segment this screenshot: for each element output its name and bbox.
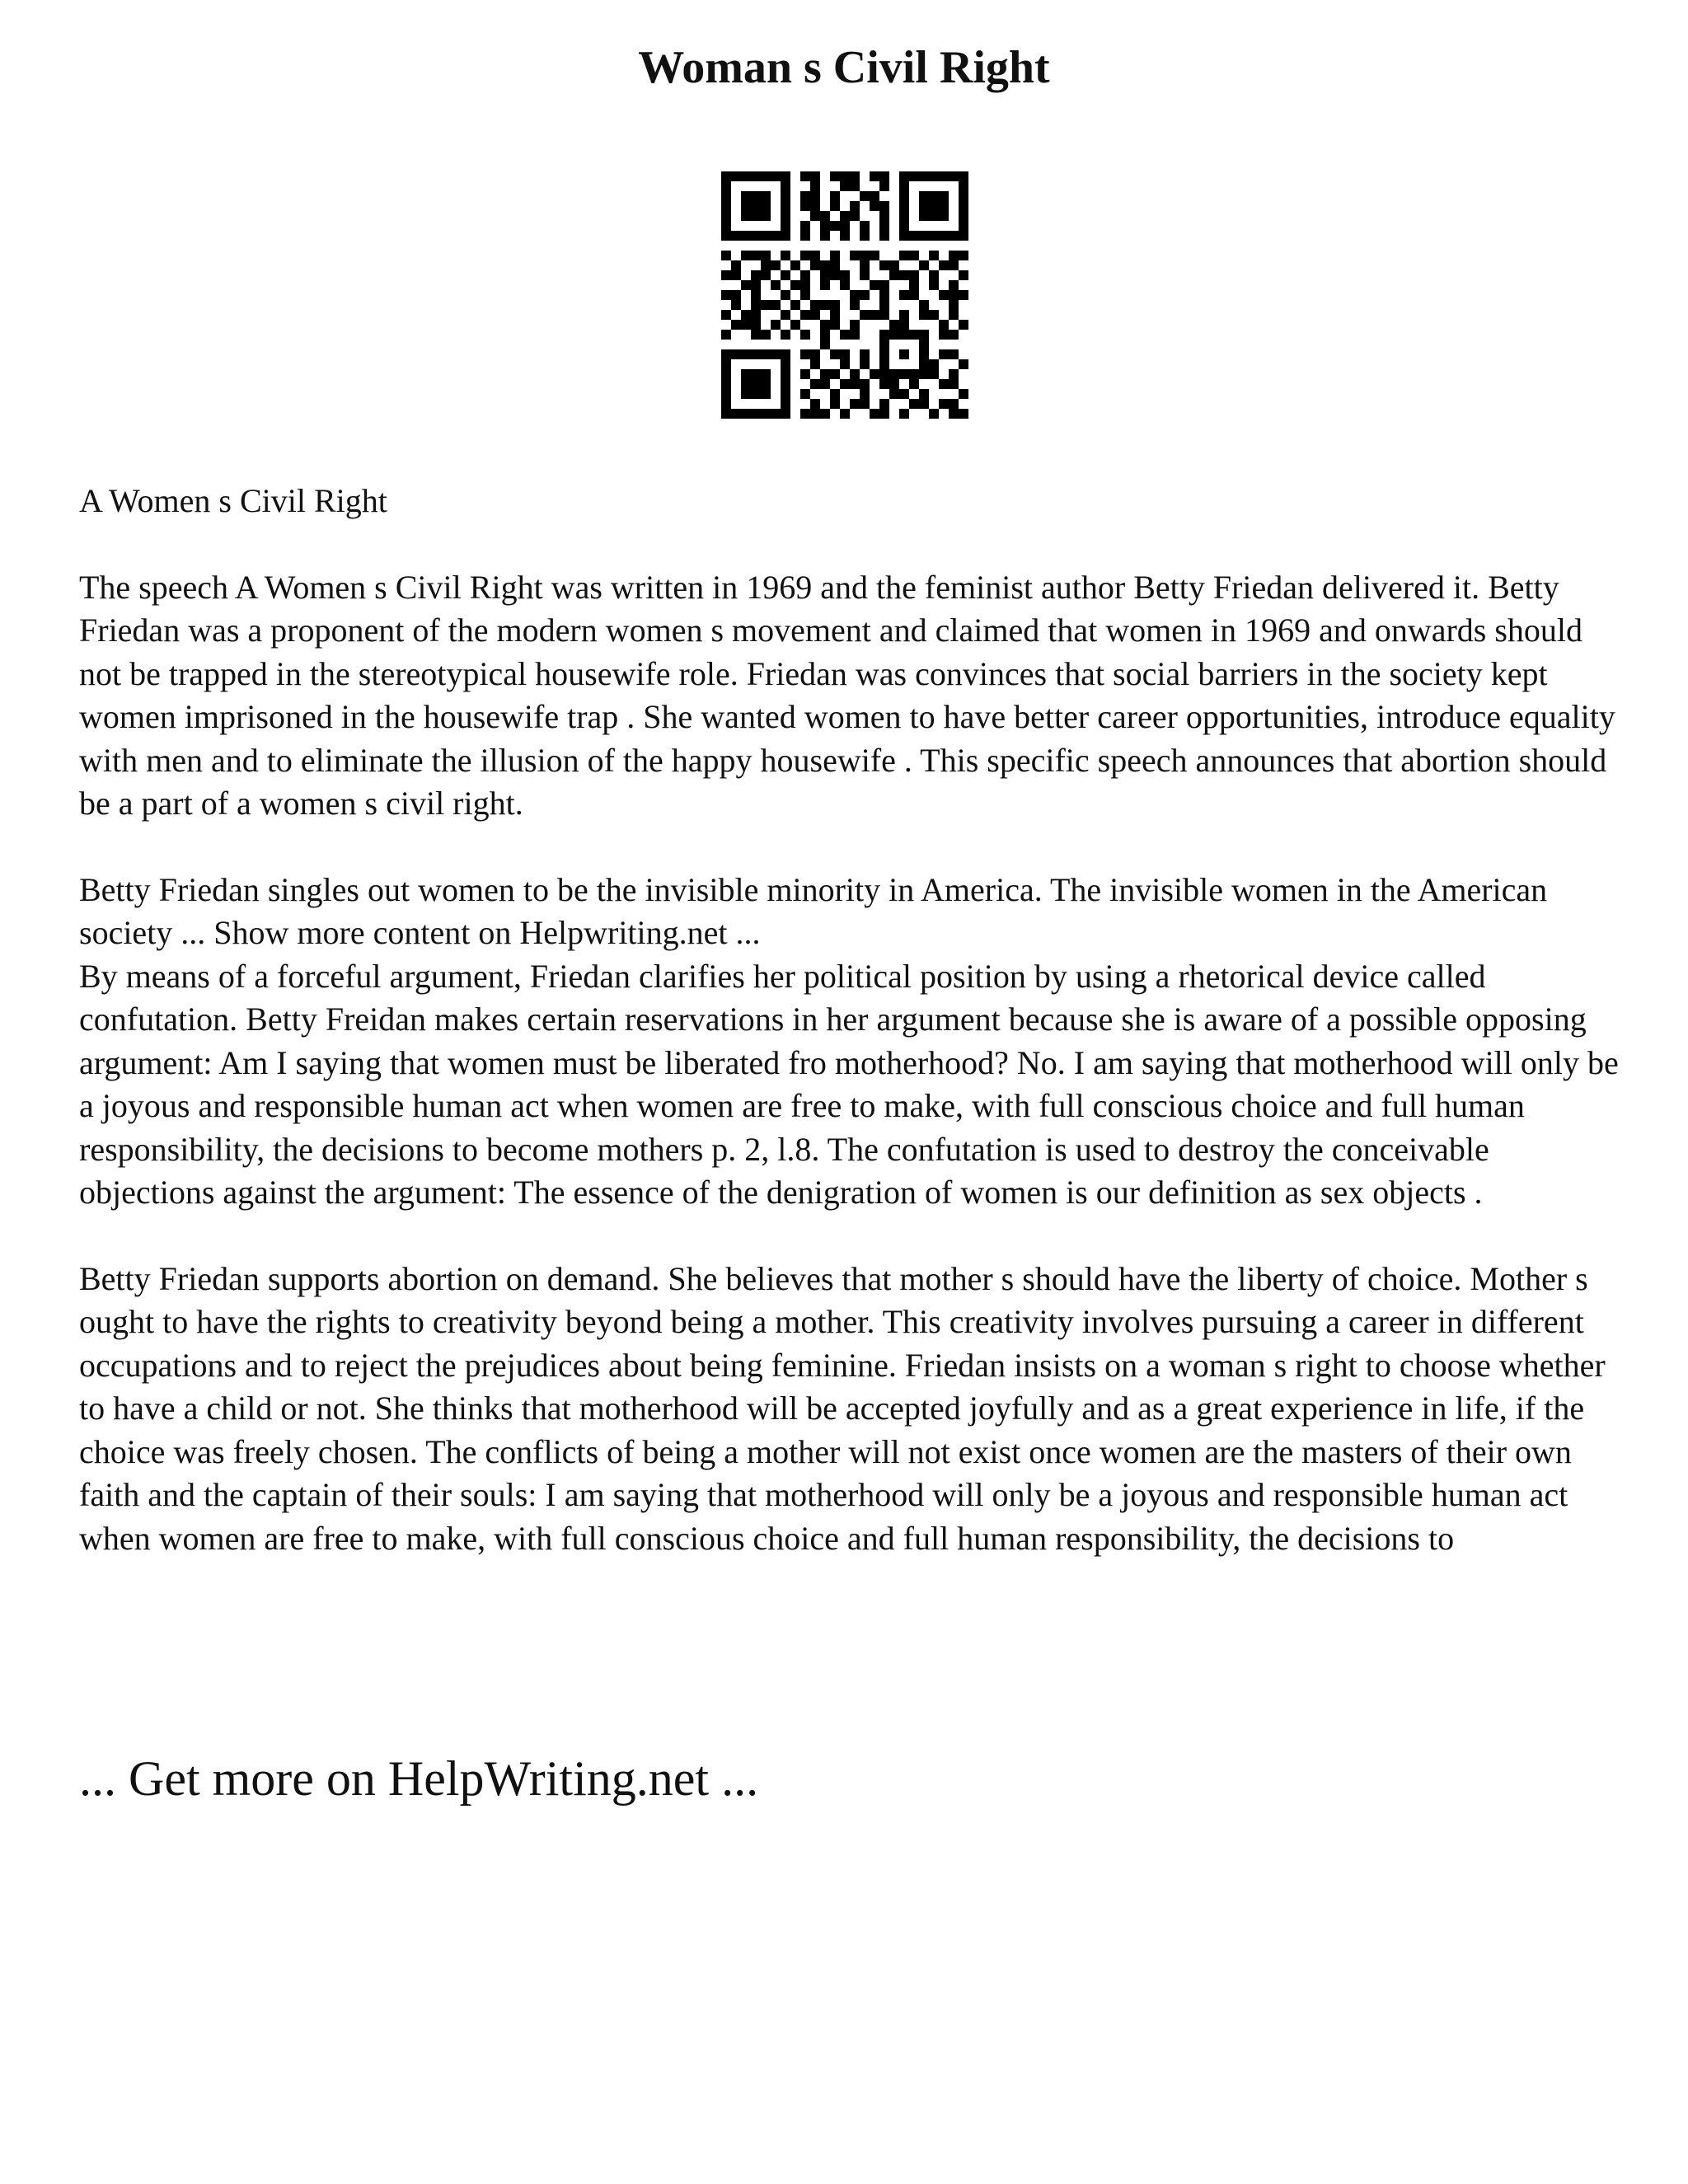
- body-paragraph: By means of a forceful argument, Friedan clarifies her political position by using a rhetorical device called confutation. Betty Freidan makes certain reservations in her argument because she is aware of a possible opposing argument: Am I saying that women must be liberated fro motherhood? No. I am saying that motherhood will only be a joyous and responsible human act when women are free to make, with full conscious choice and full human responsibility, the decisions to become mothers p. 2, l.8. The confutation is used to destroy the conceivable objections against the argument: The essence of the denigration of women is our definition as sex objects .: [79, 957, 1619, 1211]
- qr-code-icon: [721, 171, 968, 419]
- page-title: Woman s Civil Right: [638, 42, 1050, 93]
- body-paragraph: Betty Friedan supports abortion on demand. She believes that mother s should have the liberty of choice. Mother s ought to have the rights to creativity beyond being a mother. This creativity involves pursuing a career in different occupations and to reject the prejudices about being feminine. Friedan insists on a woman s right to choose whether to have a child or not. She thinks that motherhood will be accepted joyfully and as a great experience in life, if the choice was freely chosen. The conflicts of being a mother will not exist once women are the masters of their own faith and the captain of their souls: I am saying that motherhood will only be a joyous and responsible human act when women are free to make, with full conscious choice and full human responsibility, the decisions to: [79, 1259, 1606, 1557]
- body-paragraph: Betty Friedan singles out women to be the invisible minority in America. The invisible women in the American society ... Show more content on Helpwriting.net ...: [79, 870, 1548, 951]
- get-more-link[interactable]: ... Get more on HelpWriting.net ...: [79, 1751, 759, 1806]
- body-paragraph: The speech A Women s Civil Right was written in 1969 and the feminist author Betty Friedan delivered it. Betty Friedan was a proponent of the modern women s movement and claimed that women in 1969 and onwards should not be trapped in the stereotypical housewife role. Friedan was convinces that social barriers in the society kept women imprisoned in the housewife trap . She wanted women to have better career opportunities, introduce equality with men and to eliminate the illusion of the happy housewife . This specific speech announces that abortion should be a part of a women s civil right.: [79, 568, 1615, 822]
- document-body: [79, 480, 1629, 1560]
- body-heading: A Women s Civil Right: [79, 482, 387, 519]
